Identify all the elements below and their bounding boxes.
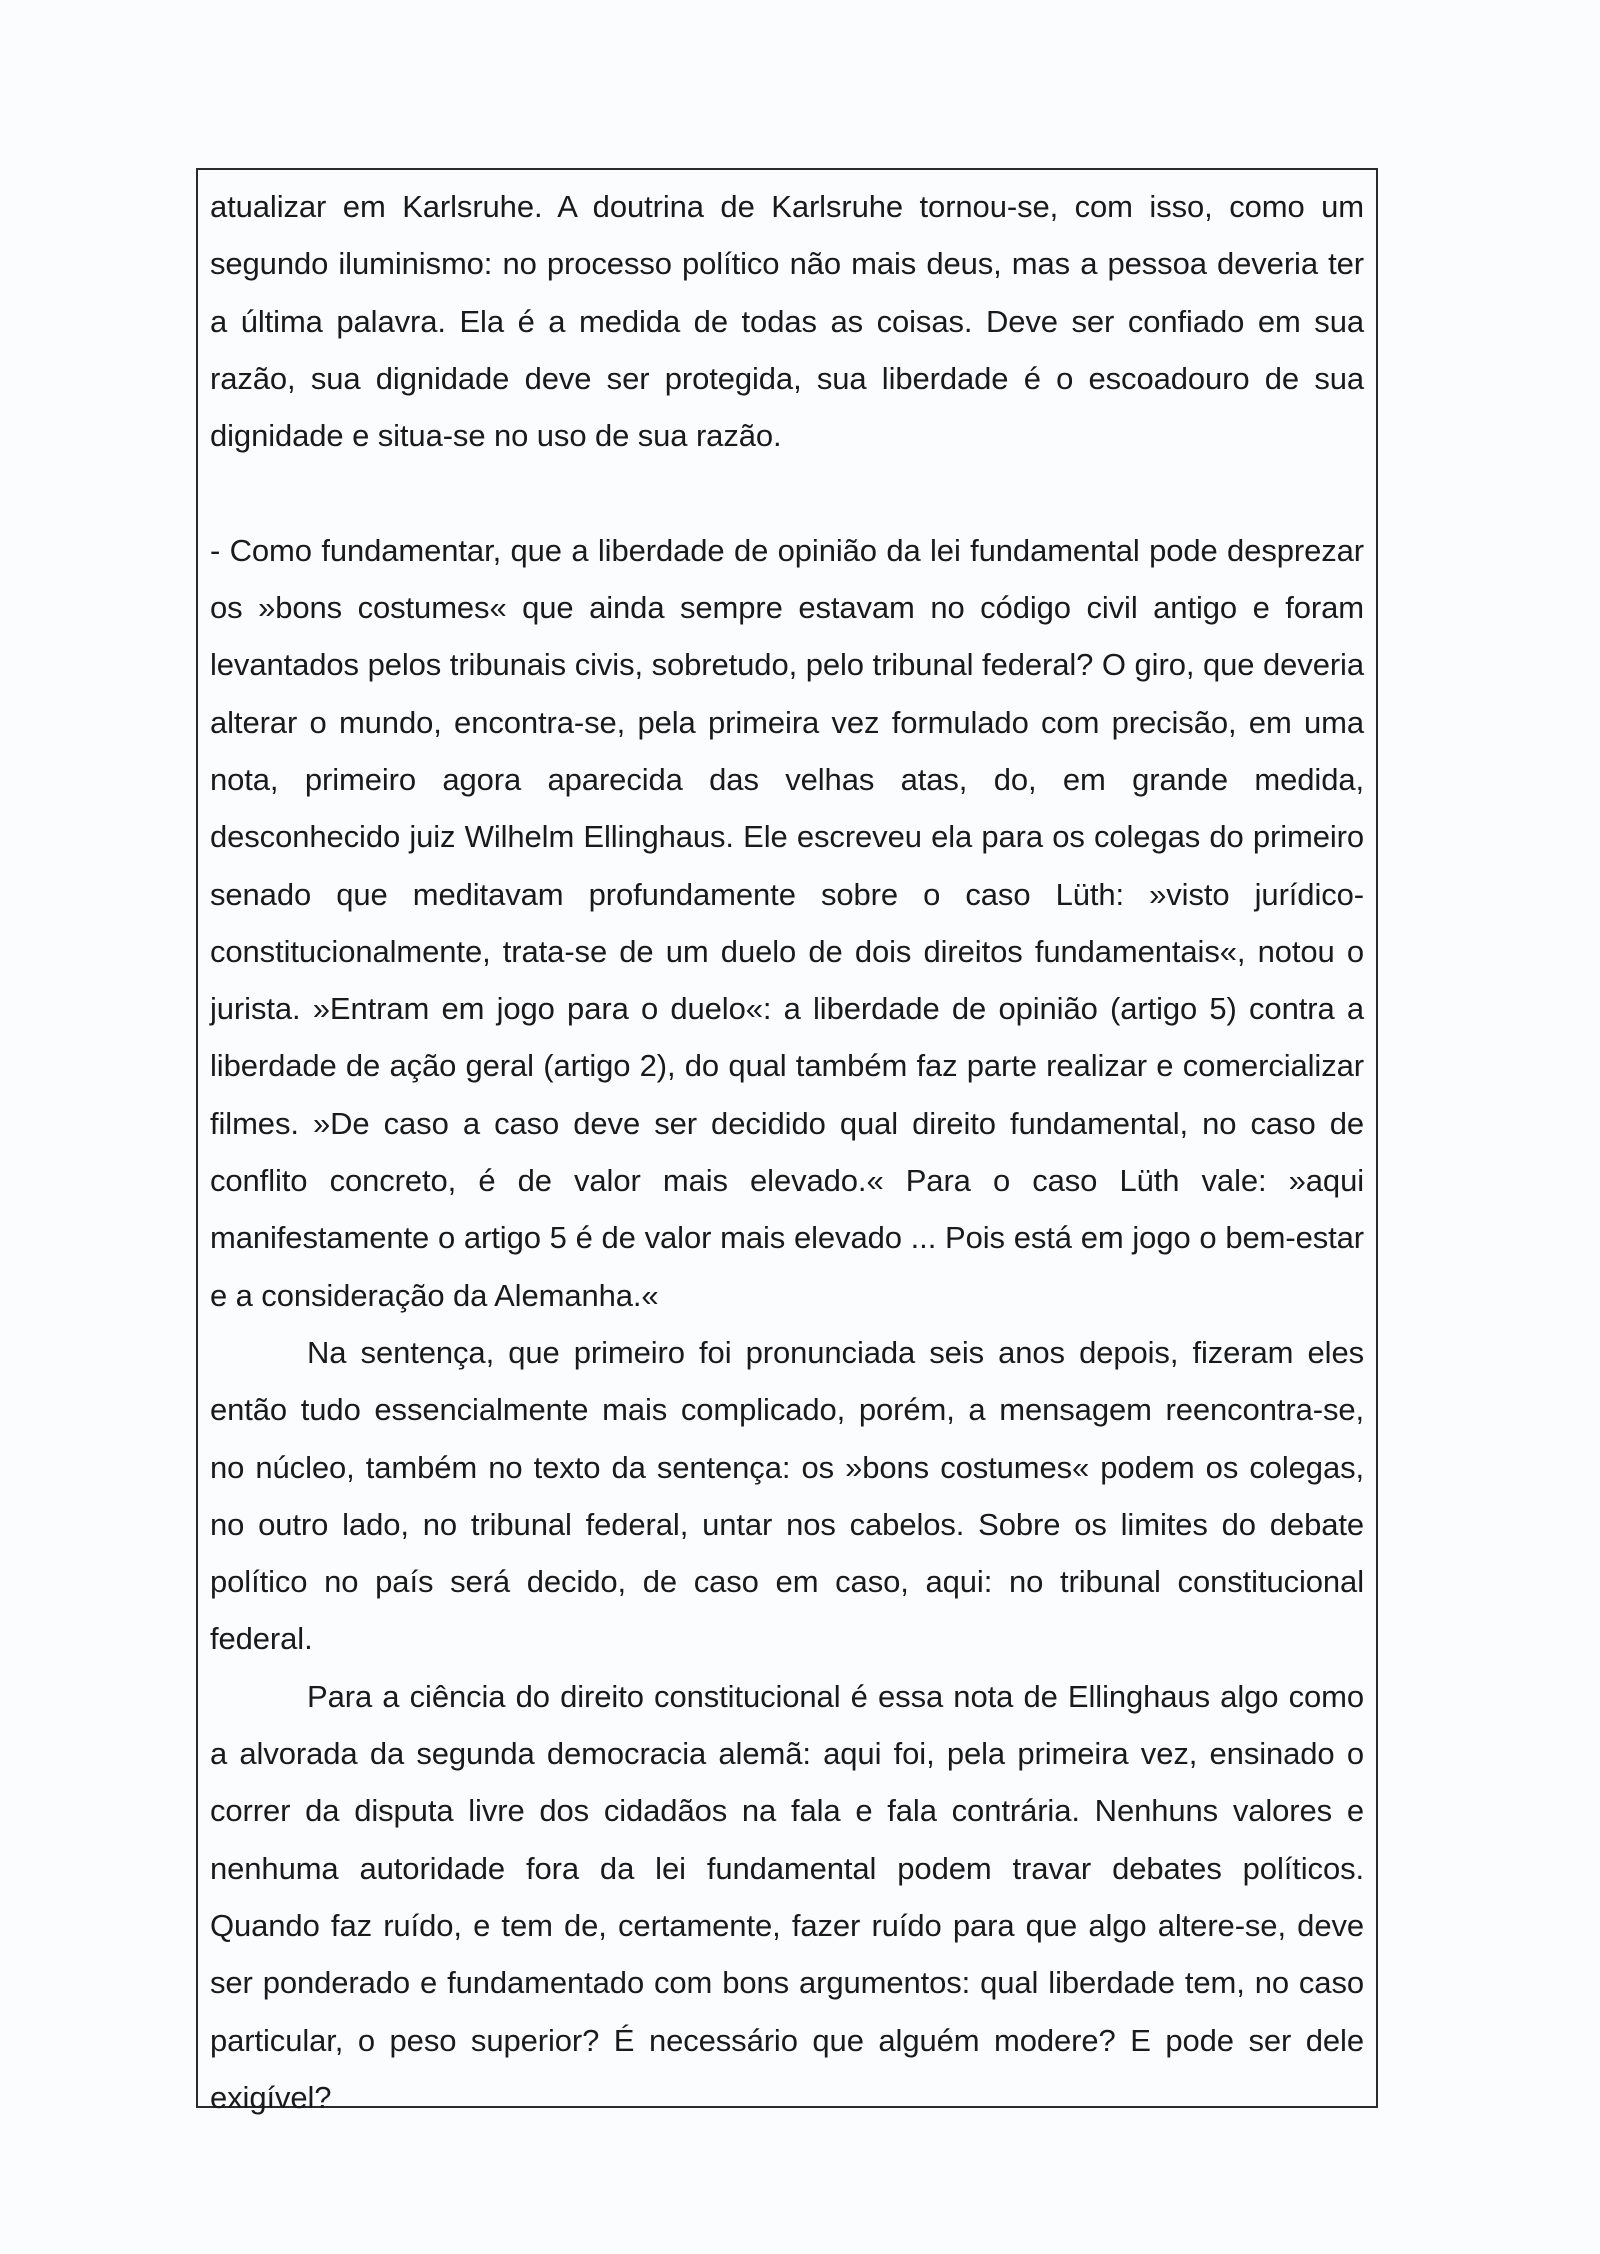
paragraph-3: Na sentença, que primeiro foi pronunciada seis anos depois, fizeram eles então tudo essencialmente mais complicado, porém, a mensagem reencontra-se, no núcleo, também no texto da sentença: os »bons costumes« podem os colegas, no outro lado, no tribunal federal, untar nos cabelos. Sobre os limites do debate político no país será decido, de caso em caso, aqui: no tribunal constitucional federal. xyxy=(210,1334,1364,1657)
paragraph-1: atualizar em Karlsruhe. A doutrina de Karlsruhe tornou-se, com isso, como um segundo iluminismo: no processo político não mais deus, mas a pessoa deveria ter a última palavra. Ela é a medida de todas as coisas. Deve ser confiado em sua razão, sua dignidade deve ser protegida, sua liberdade é o escoadouro de sua dignidade e situa-se no uso de sua razão. xyxy=(210,189,1364,454)
paragraph-2: - Como fundamentar, que a liberdade de opinião da lei fundamental pode desprezar os »bons costumes« que ainda sempre estavam no código civil antigo e foram levantados pelos tribunais civis, sobretudo, pelo tribunal federal? O giro, que deveria alterar o mundo, encontra-se, pela primeira vez formulado com precisão, em uma nota, primeiro agora aparecida das velhas atas, do, em grande medida, desconhecido juiz Wilhelm Ellinghaus. Ele escreveu ela para os colegas do primeiro senado que meditavam profundamente sobre o caso Lüth: »visto jurídico-constitucionalmente, trata-se de um duelo de dois direitos fundamentais«, notou o jurista. »Entram em jogo para o duelo«: a liberdade de opinião (artigo 5) contra a liberdade de ação geral (artigo 2), do qual também faz parte realizar e comercializar filmes. »De caso a caso deve ser decidido qual direito fundamental, no caso de conflito concreto, é de valor mais elevado.« Para o caso Lüth vale: »aqui manifestamente o artigo 5 é de valor mais elevado ... Pois está em jogo o bem-estar e a consideração da Alemanha.« xyxy=(210,532,1364,1313)
document-body xyxy=(210,178,1364,2126)
paragraph-4: Para a ciência do direito constitucional é essa nota de Ellinghaus algo como a alvorada da segunda democracia alemã: aqui foi, pela primeira vez, ensinado o correr da disputa livre dos cidadãos na fala e fala contrária. Nenhuns valores e nenhuma autoridade fora da lei fundamental podem travar debates políticos. Quando faz ruído, e tem de, certamente, fazer ruído para que algo altere-se, deve ser ponderado e fundamentado com bons argumentos: qual liberdade tem, no caso particular, o peso superior? É necessário que alguém modere? E pode ser dele exigível? xyxy=(210,1678,1364,2115)
text-frame xyxy=(196,168,1378,2115)
